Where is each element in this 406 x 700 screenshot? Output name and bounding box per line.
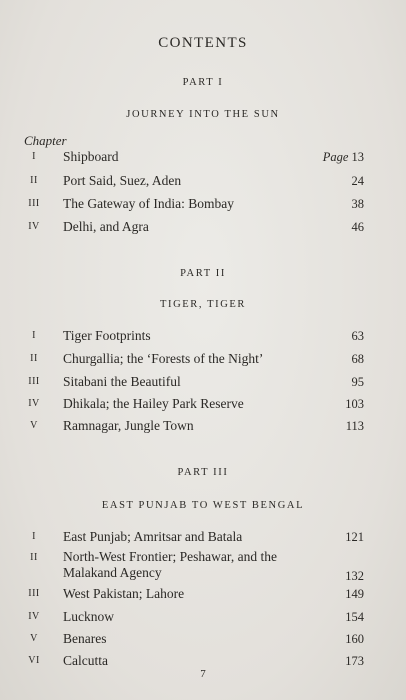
chapter-number: III [28, 198, 40, 209]
page-number: 63 [351, 329, 364, 343]
chapter-title: Port Said, Suez, Aden [63, 173, 182, 188]
page-value: 13 [351, 150, 364, 164]
page-number: 46 [351, 220, 364, 234]
chapter-title: North-West Frontier; Peshawar, and the Malakand Agency [63, 549, 277, 580]
part-3-title: EAST PUNJAB TO WEST BENGAL [101, 500, 305, 511]
chapter-column-label: Chapter [24, 133, 67, 148]
chapter-title: East Punjab; Amritsar and Batala [63, 529, 243, 544]
page-number: 132 [345, 569, 364, 583]
part-3-label: PART III [177, 467, 229, 478]
page-number: 173 [345, 654, 364, 668]
chapter-number: IV [28, 398, 40, 409]
chapter-title: Ramnagar, Jungle Town [63, 418, 194, 433]
toc-row[interactable] [0, 630, 406, 648]
chapter-number: III [28, 588, 40, 599]
chapter-title: The Gateway of India: Bombay [63, 196, 234, 211]
chapter-title: Dhikala; the Hailey Park Reserve [63, 396, 244, 411]
chapter-title: Delhi, and Agra [63, 219, 149, 234]
chapter-number: I [32, 330, 36, 341]
toc-row[interactable] [0, 417, 406, 435]
part-1-label: PART I [182, 77, 224, 88]
chapter-number: II [30, 175, 38, 186]
part-1-title: JOURNEY INTO THE SUN [126, 109, 280, 120]
page-number: 160 [345, 632, 364, 646]
chapter-number: IV [28, 221, 40, 232]
chapter-number: III [28, 376, 40, 387]
chapter-number: II [30, 552, 38, 563]
page-number: 113 [345, 419, 364, 433]
toc-row[interactable] [0, 528, 406, 546]
toc-row[interactable] [0, 608, 406, 626]
page-number: 103 [345, 397, 364, 411]
toc-row[interactable] [0, 373, 406, 391]
chapter-number: II [30, 353, 38, 364]
toc-row[interactable] [0, 218, 406, 236]
page-number: 95 [351, 375, 364, 389]
chapter-number: VI [28, 655, 40, 666]
page-number: 38 [351, 197, 364, 211]
chapter-number: I [32, 531, 36, 542]
folio-page-number: 7 [200, 668, 206, 680]
page-number: 149 [345, 587, 364, 601]
chapter-title: Lucknow [63, 609, 114, 624]
chapter-number: V [30, 420, 38, 431]
chapter-number: IV [28, 611, 40, 622]
toc-row[interactable] [0, 172, 406, 190]
chapter-number: I [32, 151, 36, 162]
page-number: 24 [351, 174, 364, 188]
page-column-label: Page [322, 150, 349, 164]
toc-row[interactable] [0, 148, 406, 166]
chapter-title: Churgallia; the ‘Forests of the Night’ [63, 351, 264, 366]
toc-row[interactable] [0, 327, 406, 345]
page-title: CONTENTS [158, 35, 248, 51]
page-number: 154 [345, 610, 364, 624]
chapter-title: Tiger Footprints [63, 328, 151, 343]
chapter-title: Sitabani the Beautiful [63, 374, 181, 389]
part-2-label: PART II [180, 268, 226, 279]
chapter-title: West Pakistan; Lahore [63, 586, 185, 601]
chapter-number: V [30, 633, 38, 644]
page-number: 68 [351, 352, 364, 366]
page-number: 121 [345, 530, 364, 544]
toc-row[interactable] [0, 585, 406, 603]
toc-row[interactable] [0, 350, 406, 368]
chapter-title: Calcutta [63, 653, 108, 668]
part-2-title: TIGER, TIGER [159, 299, 247, 310]
page-number [323, 148, 364, 166]
toc-row[interactable] [0, 549, 406, 585]
toc-row[interactable] [0, 395, 406, 413]
chapter-title: Benares [63, 631, 107, 646]
chapter-title: Shipboard [63, 149, 119, 164]
toc-row[interactable] [0, 195, 406, 213]
